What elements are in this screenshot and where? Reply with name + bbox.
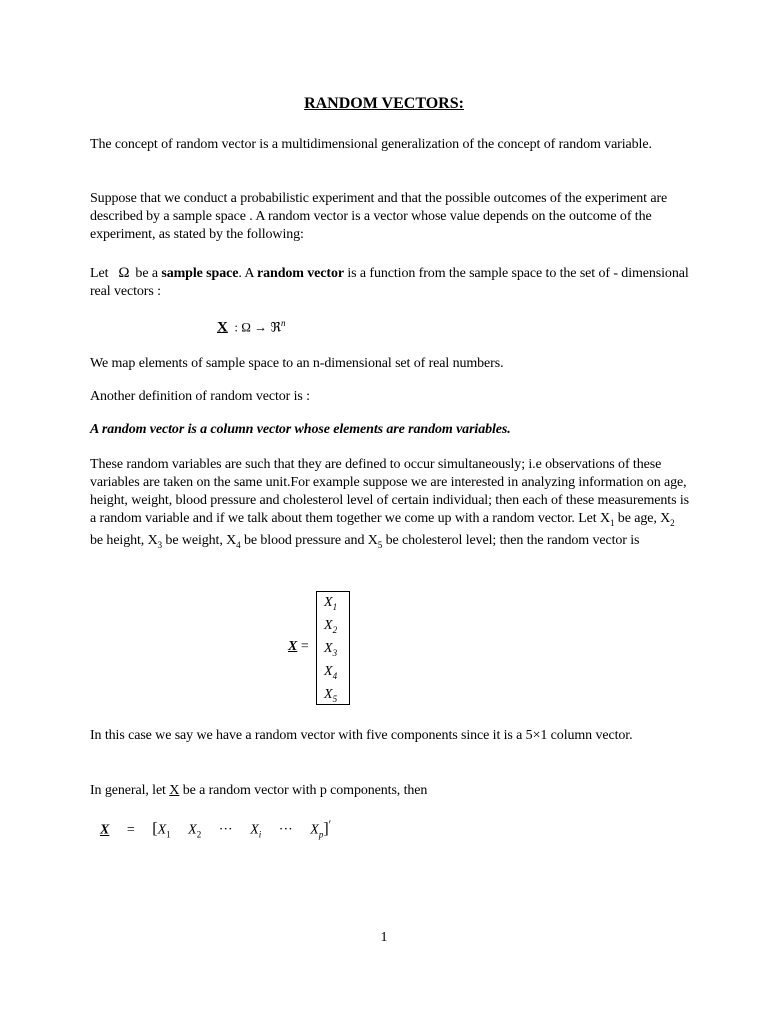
- rowvec-sub-i: i: [258, 829, 262, 840]
- mapping-superscript: n: [280, 318, 286, 328]
- entry-sub: 4: [332, 670, 338, 681]
- sub-2: 2: [670, 517, 675, 528]
- entry-sub: 3: [332, 647, 338, 658]
- rowvec-sub-p: p: [318, 829, 324, 840]
- paragraph-five-components: In this case we say we have a random vector with five components since it is a 5×1 column vector.: [90, 728, 633, 743]
- text-be-a: be a: [135, 266, 158, 281]
- entry-var: X: [324, 664, 333, 679]
- rowvec-lhs-x: X: [100, 822, 110, 838]
- matrix-lhs: [288, 639, 309, 655]
- term-random-vector: random vector: [257, 266, 344, 281]
- text-definition-rest: is a function from the sample space to the set of - dimensional real vectors :: [90, 266, 689, 299]
- general-vector-x: X: [169, 783, 180, 798]
- matrix-entry: [324, 664, 337, 681]
- entry-var: X: [324, 618, 333, 633]
- rowvec-transpose-prime: ′: [328, 818, 332, 831]
- mapping-vector-x: X: [217, 319, 228, 336]
- rowvec-equals: =: [126, 822, 135, 838]
- paragraph-another: Another definition of random vector is :: [90, 389, 310, 404]
- matrix-entry: [324, 595, 337, 612]
- entry-var: X: [324, 595, 333, 610]
- page-number: 1: [380, 930, 388, 945]
- matrix-entry: [324, 618, 337, 635]
- general-text-2: be a random vector with p components, then: [182, 783, 428, 798]
- sub-3: 3: [157, 539, 163, 550]
- rowvec-open-bracket: [: [152, 820, 158, 838]
- entry-sub: 5: [332, 693, 338, 704]
- paragraph-intro: The concept of random vector is a multidimensional generalization of the concept of random variable.: [90, 137, 652, 152]
- rowvec-dots: ···: [218, 822, 233, 838]
- omega-symbol: Ω: [118, 265, 130, 281]
- example-text-6: be cholesterol level; then the random vector is: [382, 532, 640, 548]
- paragraph-experiment: Suppose that we conduct a probabilistic experiment and that the possible outcomes of the experiment are described by a sample space . A random vector is a vector whose value depends on the outcome of the experiment, as stated by the following:: [90, 191, 668, 242]
- paragraph-definition: [90, 264, 690, 301]
- entry-var: X: [324, 641, 333, 656]
- example-text-3: be height, X: [90, 532, 158, 548]
- rowvec-close-bracket: ]: [323, 820, 329, 838]
- rowvec-x1: X: [157, 822, 167, 838]
- sub-1: 1: [610, 517, 615, 528]
- example-text-2: be age, X: [614, 511, 671, 526]
- rowvec-sub-2: 2: [196, 829, 202, 840]
- entry-var: X: [324, 687, 333, 702]
- text-a: . A: [238, 266, 254, 281]
- rowvec-sub-1: 1: [166, 829, 171, 840]
- mapping-expr: : Ω → ℜ: [234, 319, 281, 335]
- matrix-equals: =: [300, 639, 309, 654]
- sub-4: 4: [236, 539, 241, 550]
- paragraph-general: [90, 782, 690, 800]
- rowvec-x2: X: [188, 822, 197, 838]
- text-let: Let: [90, 266, 109, 281]
- paragraph-example: [90, 456, 690, 554]
- example-text-5: be blood pressure and X: [240, 532, 378, 548]
- paragraph-emphasis: A random vector is a column vector whose elements are random variables.: [90, 422, 511, 437]
- term-sample-space: sample space: [161, 266, 239, 281]
- example-text-4: be weight, X: [162, 532, 237, 548]
- entry-sub: 2: [332, 624, 338, 635]
- rowvec-xi: X: [250, 822, 259, 838]
- page-title: RANDOM VECTORS:: [304, 95, 464, 112]
- matrix-lhs-x: X: [288, 639, 298, 654]
- matrix-entry: [324, 687, 337, 704]
- mapping-formula: [217, 318, 285, 336]
- paragraph-map: We map elements of sample space to an n-dimensional set of real numbers.: [90, 356, 504, 371]
- entry-sub: 1: [332, 601, 338, 612]
- rowvec-xp: X: [310, 822, 319, 838]
- matrix-entry: [324, 641, 337, 658]
- sub-5: 5: [377, 539, 383, 550]
- general-text-1: In general, let: [90, 783, 166, 798]
- example-text-1: These random variables are such that they are defined to occur simultaneously; i.e observations of these variables are taken on the same unit.For example suppose we are interested in analyzing information on age, height, weight, blood pressure and cholesterol level of certain individual; then each of these measurements is a random variable and if we talk about them together we come up with a random vector. Let X: [90, 457, 689, 526]
- row-vector-formula: [100, 818, 331, 839]
- rowvec-dots: ···: [278, 822, 293, 838]
